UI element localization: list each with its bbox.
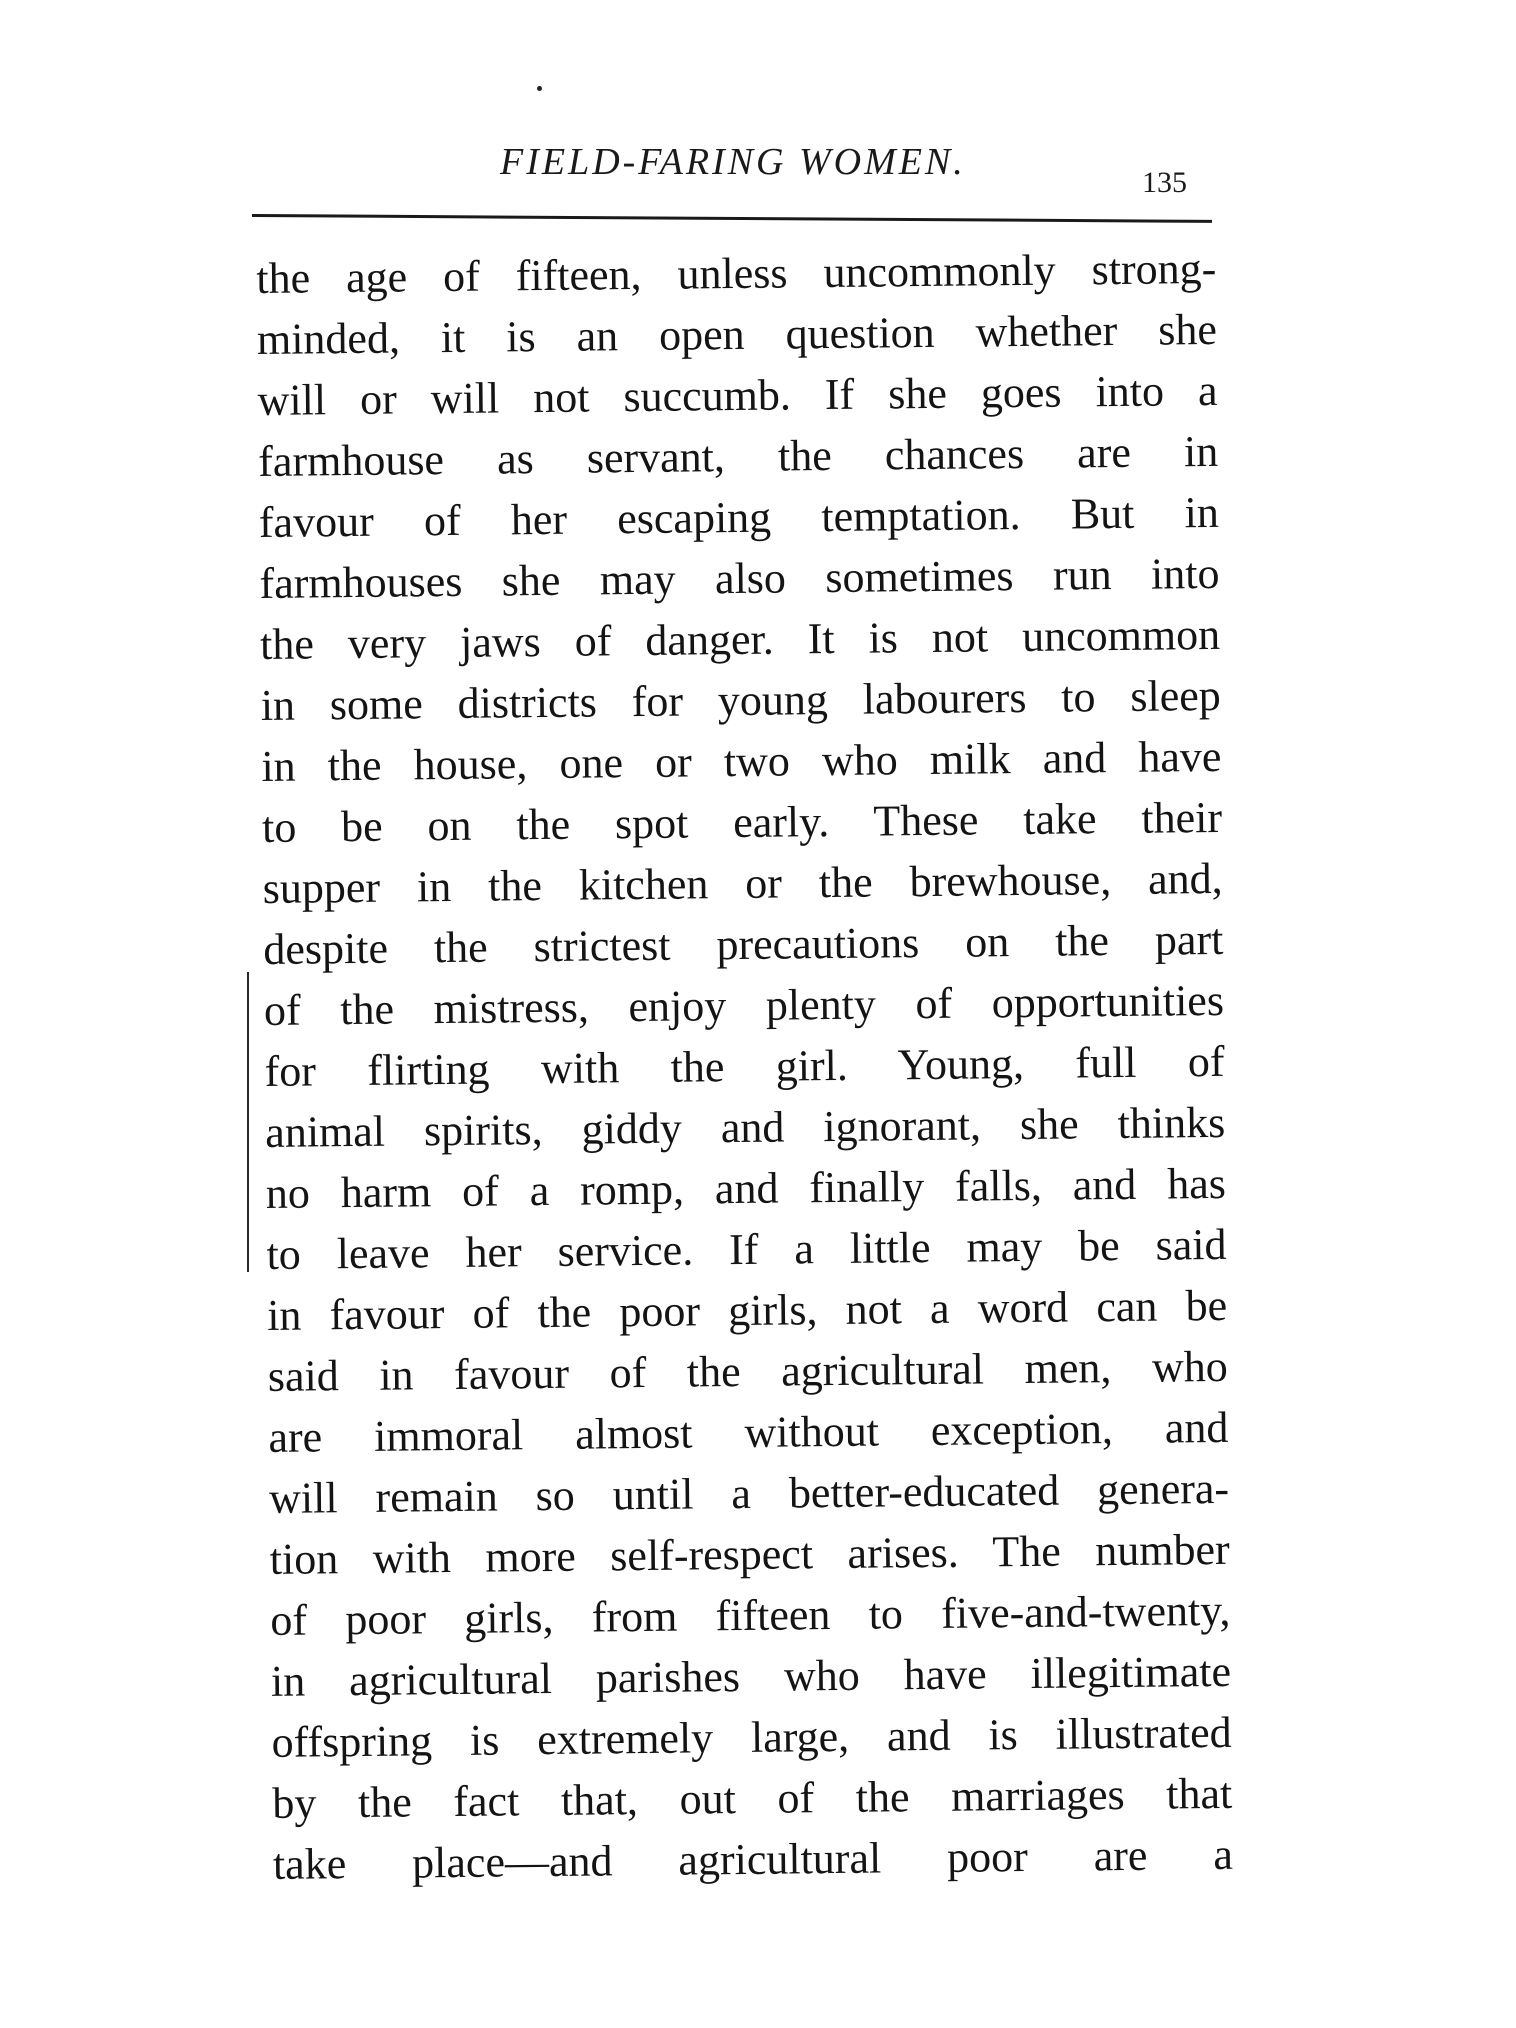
body-text: [256, 238, 1253, 1895]
text-line: despite the strictest precautions on the part: [263, 914, 1224, 974]
page-number: 135: [1142, 166, 1187, 199]
text-line: said in favour of the agricultural men, who: [267, 1341, 1229, 1401]
print-speck: [537, 86, 542, 91]
text-line: the very jaws of danger. It is not uncommon: [259, 609, 1221, 669]
text-line: of the mistress, enjoy plenty of opportunities: [263, 975, 1225, 1035]
header-rule: [252, 214, 1212, 223]
text-line: no harm of a romp, and finally falls, and has: [265, 1158, 1227, 1218]
running-head-title: FIELD-FARING WOMEN.: [500, 141, 966, 183]
text-line: farmhouses she may also sometimes run into: [259, 548, 1220, 608]
text-line: for flirting with the girl. Young, full of: [264, 1036, 1225, 1096]
text-line: are immoral almost without exception, and: [268, 1402, 1229, 1462]
text-line: farmhouse as servant, the chances are in: [257, 426, 1219, 486]
text-line: in agricultural parishes who have illegitimate: [270, 1646, 1232, 1706]
text-line: the age of fifteen, unless uncommonly strong-: [256, 243, 1217, 303]
text-line: by the fact that, out of the marriages that: [272, 1768, 1233, 1828]
text-line: tion with more self-respect arises. The number: [269, 1524, 1230, 1584]
text-line: take place—and agricultural poor are a: [272, 1829, 1234, 1889]
text-line: of poor girls, from fifteen to five-and-twenty,: [270, 1585, 1231, 1645]
text-line: in the house, one or two who milk and have: [261, 731, 1222, 791]
text-line: in some districts for young labourers to sleep: [260, 670, 1221, 730]
margin-mark: [247, 972, 249, 1272]
text-line: in favour of the poor girls, not a word can be: [266, 1280, 1228, 1340]
text-line: favour of her escaping temptation. But in: [258, 487, 1220, 547]
text-line: to be on the spot early. These take their: [261, 792, 1223, 852]
text-line: supper in the kitchen or the brewhouse, and,: [262, 853, 1223, 913]
text-line: will or will not succumb. If she goes into a: [257, 365, 1218, 425]
text-line: to leave her service. If a little may be said: [266, 1219, 1227, 1279]
text-line: will remain so until a better-educated genera-: [268, 1463, 1230, 1523]
text-line: offspring is extremely large, and is illustrated: [271, 1707, 1232, 1767]
text-line: animal spirits, giddy and ignorant, she thinks: [265, 1097, 1226, 1157]
text-line: minded, it is an open question whether she: [256, 304, 1218, 364]
